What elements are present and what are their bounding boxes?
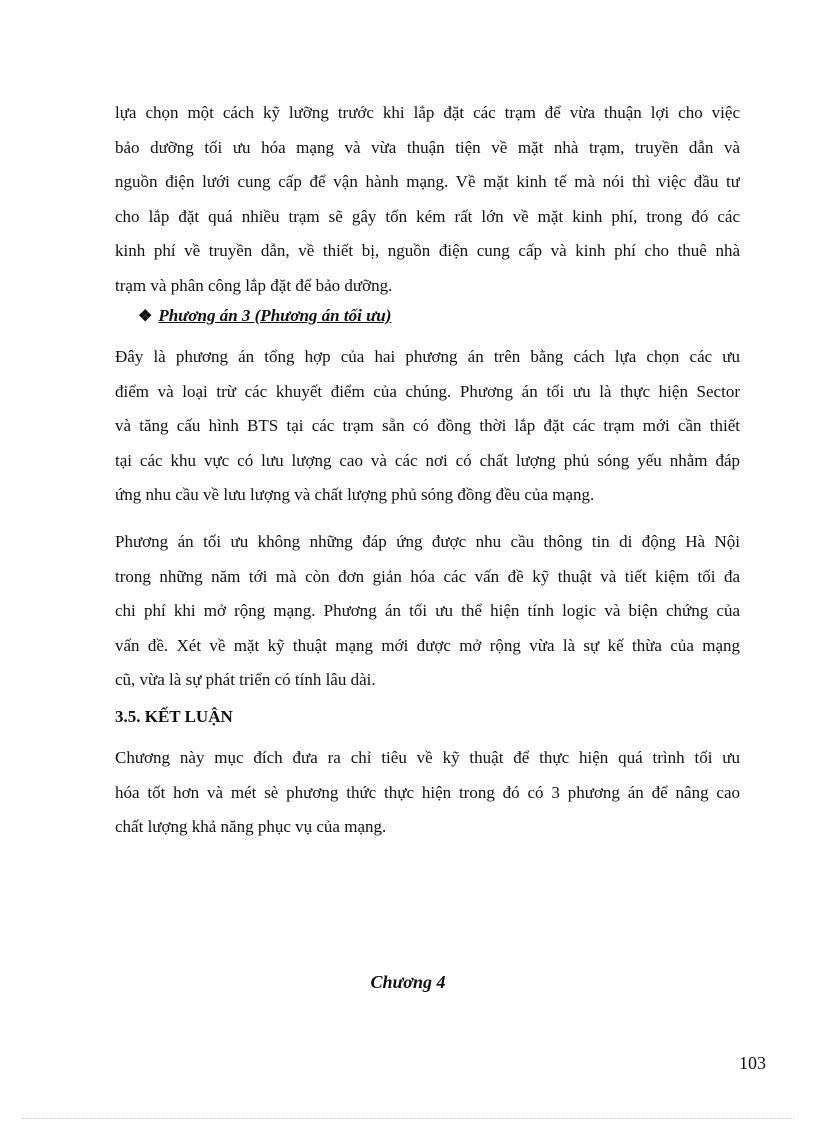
text-line: cũ, vừa là sự phát triển có tính lâu dài. <box>115 670 376 689</box>
text-line: chi phí khi mở rộng mạng. Phương án tối ưu thể hiện tính logic và biện chứng của <box>115 601 740 620</box>
page-bottom-divider <box>22 1118 794 1119</box>
option-3-heading <box>138 306 391 326</box>
text-line: tại các khu vực có lưu lượng cao và các nơi có chất lượng phủ sóng yếu nhằm đáp <box>115 450 740 470</box>
paragraph-1 <box>115 96 740 303</box>
text-line: vấn đề. Xét về mặt kỹ thuật mạng mới được mở rộng vừa là sự kế thừa của mạng <box>115 635 740 655</box>
text-line: nguồn điện lưới cung cấp để vận hành mạng. Về mặt kinh tế mà nói thì việc đầu tư <box>115 172 740 191</box>
text-line: và tăng cấu hình BTS tại các trạm sẵn có đồng thời lắp đặt các trạm mới cần thiết <box>115 416 740 435</box>
page-number: 103 <box>739 1053 766 1073</box>
text-line: ứng nhu cầu về lưu lượng và chất lượng phủ sóng đồng đều của mạng. <box>115 485 595 504</box>
text-line: cho lắp đặt quá nhiều trạm sẽ gây tốn kém rất lớn về mặt kinh phí, trong đó các <box>115 206 740 226</box>
diamond-bullet-icon: ❖ <box>138 308 153 325</box>
text-line: Đây là phương án tổng hợp của hai phương án trên bằng cách lựa chọn các ưu <box>115 347 740 366</box>
text-line: kinh phí về truyền dẫn, về thiết bị, nguồn điện cung cấp và kinh phí cho thuê nhà <box>115 241 740 260</box>
text-line: chất lượng khả năng phục vụ của mạng. <box>115 817 387 836</box>
text-line: hóa tốt hơn và mét sè phương thức thực hiện trong đó có 3 phương án để nâng cao <box>115 782 740 802</box>
text-line: lựa chọn một cách kỹ lưỡng trước khi lắp đặt các trạm để vừa thuận lợi cho việc <box>115 103 740 122</box>
text-line: bảo dưỡng tối ưu hóa mạng và vừa thuận tiện về mặt nhà trạm, truyền dẫn và <box>115 137 740 157</box>
section-title: 3.5. KẾT LUẬN <box>115 707 233 726</box>
paragraph-4 <box>115 741 740 845</box>
text-line: trạm và phân công lắp đặt để bảo dưỡng. <box>115 275 393 295</box>
paragraph-3 <box>115 525 740 698</box>
paragraph-2 <box>115 340 740 513</box>
text-line: trong những năm tới mà còn đơn giản hóa các vấn đề kỹ thuật và tiết kiệm tối đa <box>115 566 740 586</box>
option-3-title: Phương án 3 (Phương án tối ưu) <box>158 306 392 325</box>
text-line: Chương này mục đích đưa ra chỉ tiêu về kỹ thuật để thực hiện quá trình tối ưu <box>115 748 740 767</box>
text-line: Phương án tối ưu không những đáp ứng được nhu cầu thông tin di động Hà Nội <box>115 532 740 551</box>
chapter-label: Chương 4 <box>370 972 446 992</box>
text-line: điểm và loại trừ các khuyết điểm của chúng. Phương án tối ưu là thực hiện Sector <box>115 381 740 401</box>
